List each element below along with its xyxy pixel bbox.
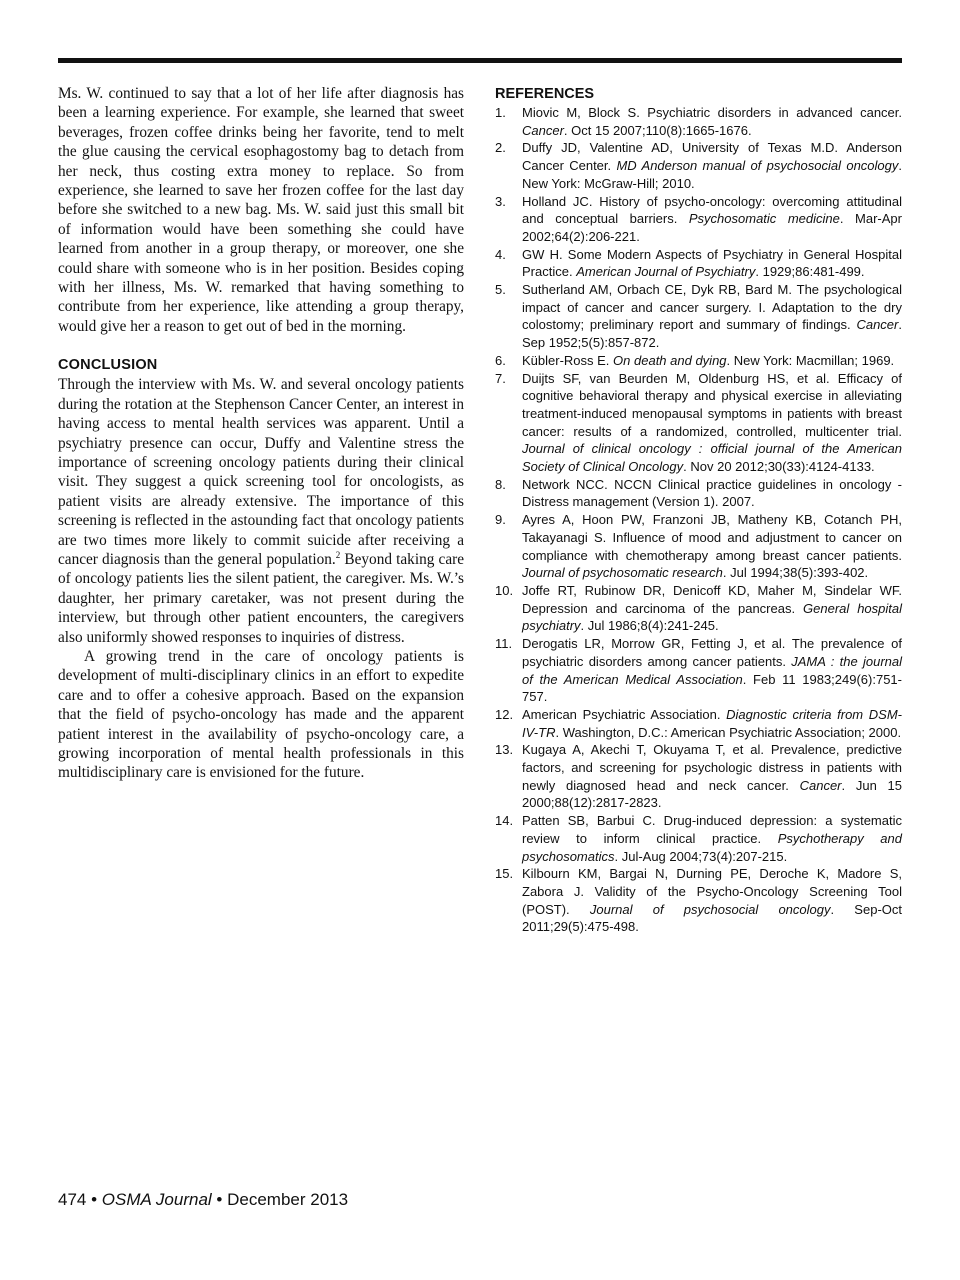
- reference-number: 4.: [495, 246, 506, 262]
- reference-item: [495, 104, 902, 139]
- reference-authors-title: Network NCC. NCCN Clinical practice guidelines in oncology - Distress management (Version 1). 2007.: [522, 476, 902, 510]
- reference-authors-title: Duffy JD, Valentine AD, University of Texas M.D. Anderson Cancer Center.: [522, 140, 902, 174]
- reference-text: [522, 812, 902, 865]
- reference-authors-title: Kugaya A, Akechi T, Okuyama T, et al. Prevalence, predictive factors, and screening for psychologic distress in patients with newly diagnosed head and neck cancer.: [522, 742, 902, 793]
- reference-text: [522, 352, 902, 370]
- reference-text: [522, 139, 902, 192]
- reference-citation: . Jul-Aug 2004;73(4):207-215.: [614, 848, 788, 864]
- journal-name: OSMA Journal: [101, 1190, 212, 1209]
- reference-item: [495, 812, 902, 865]
- reference-authors-title: Patten SB, Barbui C. Drug-induced depression: a systematic review to inform clinical practice.: [522, 813, 902, 846]
- reference-authors-title: Holland JC. History of psycho-oncology: overcoming attitudinal and conceptual barriers.: [522, 193, 902, 227]
- reference-source: JAMA : the journal of the American Medical Association: [522, 653, 902, 687]
- reference-source: Cancer: [799, 777, 842, 793]
- paragraph-2-text-b: Beyond taking care of oncology patients lies the silent patient, the caregiver. Ms. W.’s daughter, her primary caretaker, was not present during the interview, but through other patient encounters, the caregivers also uniformly showed responses to inquiries of distress.: [58, 550, 464, 646]
- reference-text: [522, 104, 902, 139]
- reference-source: Diagnostic criteria from DSM-IV-TR: [522, 706, 902, 740]
- reference-citation: . New York: McGraw-Hill; 2010.: [522, 158, 903, 191]
- reference-number: 10.: [495, 582, 514, 598]
- reference-citation: . Oct 15 2007;110(8):1665-1676.: [563, 122, 752, 138]
- reference-number: 9.: [495, 512, 506, 528]
- reference-item: [495, 193, 902, 246]
- citation-superscript: 2: [335, 549, 341, 560]
- top-rule: [58, 58, 902, 63]
- body-paragraph-1: Ms. W. continued to say that a lot of her life after diagnosis has been a learning experience. For example, she learned that sweet beverages, frozen coffee drinks being her favorite, tend to melt the glue causing the cervical esophagostomy bag to detach from her neck, thus costing extra money to replace. So from experience, she learned to save her frozen coffee for the last day before she switched to a new bag. Ms. W. said just this small bit of information would have been something she could have learned from another in a group therapy, or moreover, one she could share with someone who is in her position. Besides coping with her illness, Ms. W. remarked that having something to contribute from her experience, like attending a group therapy, would give her a reason to get out of bed in the morning.: [58, 85, 464, 335]
- reference-item: [495, 246, 902, 281]
- reference-authors-title: Miovic M, Block S. Psychiatric disorders in advanced cancer.: [522, 105, 902, 120]
- reference-number: 11.: [495, 636, 513, 652]
- reference-authors-title: Derogatis LR, Morrow GR, Fetting J, et al. The prevalence of psychiatric disorders among cancer patients.: [522, 636, 902, 669]
- reference-citation: . Washington, D.C.: American Psychiatric Association; 2000.: [555, 724, 902, 740]
- references-column: [495, 85, 902, 936]
- reference-source: American Journal of Psychiatry: [576, 264, 756, 280]
- page-number: 474: [58, 1190, 87, 1209]
- reference-source: Cancer: [856, 317, 899, 333]
- body-column: [58, 84, 464, 783]
- reference-citation: . 1929;86:481-499.: [755, 264, 865, 280]
- reference-text: [522, 741, 902, 812]
- reference-authors-title: Kübler-Ross E.: [522, 352, 614, 368]
- reference-number: 6.: [495, 352, 506, 368]
- reference-citation: . New York: Macmillan; 1969.: [726, 352, 895, 368]
- reference-item: [495, 139, 902, 192]
- reference-authors-title: Joffe RT, Rubinow DR, Denicoff KD, Maher M, Sindelar WF. Depression and carcinoma of the pancreas.: [522, 582, 902, 616]
- reference-source: Journal of psychosomatic research: [522, 565, 723, 581]
- conclusion-heading: CONCLUSION: [58, 357, 158, 374]
- reference-text: [522, 706, 902, 741]
- reference-number: 1.: [495, 105, 506, 120]
- reference-text: [522, 865, 902, 936]
- reference-number: 5.: [495, 282, 506, 298]
- reference-item: [495, 582, 902, 635]
- reference-text: [522, 281, 902, 352]
- reference-citation: . Sep-Oct 2011;29(5):475-498.: [522, 901, 902, 935]
- reference-item: [495, 352, 902, 370]
- reference-citation: . Feb 11 1983;249(6):751-757.: [522, 671, 902, 705]
- reference-authors-title: GW H. Some Modern Aspects of Psychiatry in General Hospital Practice.: [522, 246, 902, 280]
- reference-number: 15.: [495, 866, 514, 882]
- reference-citation: . Jun 15 2000;88(12):2817-2823.: [522, 777, 903, 811]
- reference-source: MD Anderson manual of psychosocial oncology: [616, 158, 899, 174]
- reference-citation: . Mar-Apr 2002;64(2):206-221.: [522, 211, 902, 244]
- footer-separator: •: [211, 1190, 228, 1209]
- reference-number: 14.: [495, 813, 514, 829]
- reference-citation: . Jul 1986;8(4):241-245.: [580, 618, 719, 634]
- footer-separator: •: [86, 1190, 102, 1209]
- reference-source: Psychosomatic medicine: [688, 211, 840, 227]
- reference-authors-title: Ayres A, Hoon PW, Franzoni JB, Matheny KB, Cotanch PH, Takayanagi S. Influence of mood and adjustment to cancer on compliance with chemotherapy among breast cancer patients.: [522, 512, 902, 563]
- reference-item: [495, 706, 902, 741]
- reference-item: [495, 635, 902, 706]
- reference-number: 12.: [495, 706, 514, 722]
- reference-number: 8.: [495, 476, 506, 492]
- reference-authors-title: American Psychiatric Association.: [522, 706, 727, 722]
- reference-source: Cancer: [522, 122, 564, 138]
- references-list: [495, 104, 902, 936]
- reference-number: 7.: [495, 370, 506, 386]
- reference-number: 13.: [495, 742, 514, 758]
- reference-item: [495, 511, 902, 582]
- reference-text: [522, 476, 902, 511]
- reference-citation: . Jul 1994;38(5):393-402.: [722, 565, 869, 581]
- reference-item: [495, 865, 902, 936]
- reference-item: [495, 281, 902, 352]
- reference-text: [522, 582, 902, 635]
- reference-item: [495, 741, 902, 812]
- page-footer: [58, 1190, 348, 1210]
- reference-text: [522, 635, 902, 706]
- references-heading: REFERENCES: [495, 86, 595, 102]
- reference-text: [522, 511, 902, 582]
- reference-number: 2.: [495, 140, 506, 156]
- reference-citation: . Nov 20 2012;30(33):4124-4133.: [683, 459, 875, 475]
- reference-source: General hospital psychiatry: [522, 600, 903, 634]
- paragraph-2-text-a: Through the interview with Ms. W. and several oncology patients during the rotation at the Stephenson Cancer Center, an interest in having access to mental health services was apparent. Until a psychiatry presence can occur, Duffy and Valentine stress the importance of screening oncology patients during their clinical visit. They suggest a quick screening tool for oncologists, as patient visits are already extensive. The importance of this screening is reflected in the astounding fact that oncology patients are two times more likely to commit suicide after receiving a cancer diagnosis than the general population.: [58, 376, 464, 568]
- reference-number: 3.: [495, 193, 506, 209]
- reference-authors-title: Kilbourn KM, Bargai N, Durning PE, Deroche K, Madore S, Zabora J. Validity of the Psycho-Oncology Screening Tool (POST).: [522, 866, 902, 917]
- reference-authors-title: Duijts SF, van Beurden M, Oldenburg HS, et al. Efficacy of cognitive behavioral therapy and physical exercise in alleviating treatment-induced menopausal symptoms in patients with breast cancer: results of a randomized, controlled, multicenter trial.: [522, 370, 902, 439]
- reference-authors-title: Sutherland AM, Orbach CE, Dyk RB, Bard M. The psychological impact of cancer and cancer surgery. I. Adaptation to the dry colostomy; preliminary report and summary of findings.: [522, 282, 902, 333]
- body-paragraph-3: A growing trend in the care of oncology patients is development of multi-disciplinary clinics in an effort to expedite care and to offer a cohesive approach. Based on the expansion that the field of psycho-oncology has made and the apparent patient interest in the availability of psycho-oncology care, a growing incorporation of mental health professionals in this multidisciplinary care is envisioned for the future.: [58, 647, 464, 782]
- reference-source: Journal of psychosocial oncology: [589, 901, 831, 917]
- reference-source: On death and dying: [613, 352, 727, 368]
- reference-item: [495, 370, 902, 476]
- reference-source: Journal of clinical oncology : official journal of the American Society of Clinical Oncology: [522, 441, 902, 475]
- reference-text: [522, 193, 902, 246]
- issue-date: December 2013: [227, 1190, 349, 1209]
- body-paragraph-2: [58, 375, 464, 647]
- reference-text: [522, 370, 902, 476]
- reference-item: [495, 476, 902, 511]
- reference-citation: . Sep 1952;5(5):857-872.: [522, 317, 902, 351]
- reference-text: [522, 246, 902, 281]
- reference-source: Psychotherapy and psychosomatics: [522, 830, 902, 864]
